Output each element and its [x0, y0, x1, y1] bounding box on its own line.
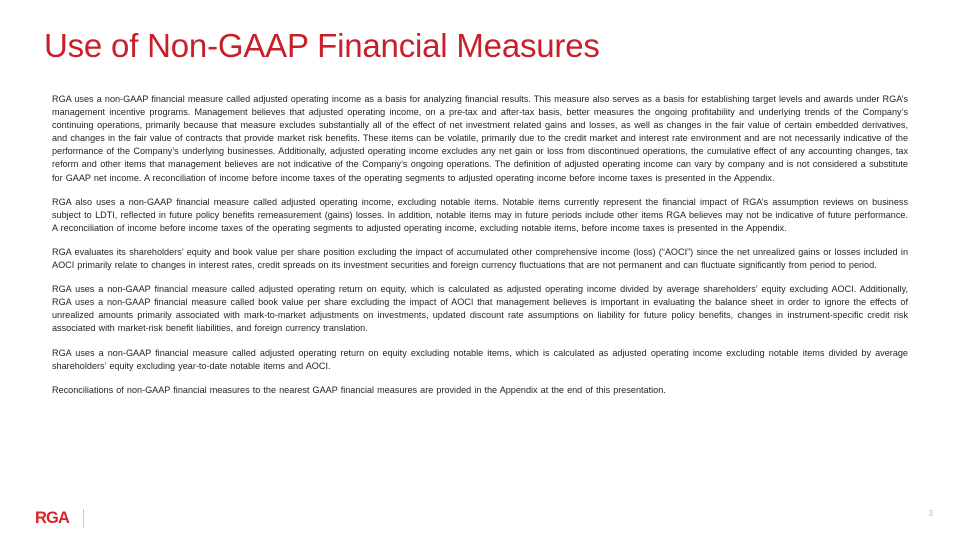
rga-logo: [35, 508, 84, 528]
page-number: 3: [928, 509, 933, 518]
page-title: Use of Non-GAAP Financial Measures: [44, 27, 600, 64]
paragraph-5: RGA uses a non-GAAP financial measure called adjusted operating return on equity excluding notable items, which is calculated as adjusted operating income excluding notable items divided by average shareholders’ equity excluding year-to-date notable items and AOCI.: [52, 347, 908, 371]
footer-divider: [83, 509, 84, 528]
paragraph-1: RGA uses a non-GAAP financial measure called adjusted operating income as a basis for analyzing financial results. This measure also serves as a basis for establishing target levels and awards under RGA’s management incentive programs. Management believes that adjusted operating income, on a pre-tax and after-tax basis, better measures the ongoing profitability and underlying trends of the Company’s continuing operations, primarily because that measure excludes substantially all of the effect of net investment related gains and losses, as well as changes in the fair value of certain embedded derivatives, and changes in the fair value of contracts that provide market risk benefits. These items can be volatile, primarily due to the credit market and interest rate environment and are not necessarily indicative of the performance of the Company’s underlying businesses. Additionally, adjusted operating income excludes any net gain or loss from discontinued operations, the cumulative effect of any accounting changes, tax reform and other items that management believes are not indicative of the Company’s ongoing operations. The definition of adjusted operating income can vary by company and is not considered a substitute for GAAP net income. A reconciliation of income before income taxes of the operating segments to adjusted operating income before income taxes is presented in the Appendix.: [52, 94, 908, 183]
slide-body: [52, 93, 908, 397]
paragraph-4: RGA uses a non-GAAP financial measure called adjusted operating return on equity, which is calculated as adjusted operating income divided by average shareholders’ equity excluding AOCI. Additionally, RGA uses a non-GAAP financial measure called book value per share excluding the impact of AOCI that management believes is important in evaluating the balance sheet in order to ignore the effects of unrealized amounts primarily associated with mark-to-market adjustments on investments, updated discount rate assumptions on liability for future policy benefits, changes in instrument-specific credit risk associated with market-risk benefit liabilities, and foreign currency translation.: [52, 284, 908, 334]
paragraph-6: Reconciliations of non-GAAP financial measures to the nearest GAAP financial measures are provided in the Appendix at the end of this presentation.: [52, 384, 666, 395]
rga-logo-text: RGA: [35, 509, 69, 527]
slide-footer: [0, 496, 960, 540]
paragraph-2: RGA also uses a non-GAAP financial measure called adjusted operating income, excluding notable items. Notable items currently represent the financial impact of RGA’s assumption reviews on business subject to LDTI, reflected in future policy benefits remeasurement (gains) losses. In addition, notable items may in future periods include other items RGA believes may not be indicative of future performance. A reconciliation of income before income taxes of the operating segments to adjusted operating income, excluding notable items, before income taxes is presented in the Appendix.: [52, 196, 908, 233]
paragraph-3: RGA evaluates its shareholders’ equity and book value per share position excluding the impact of accumulated other comprehensive income (loss) (“AOCI”) since the net unrealized gains or losses included in AOCI primarily relate to changes in interest rates, credit spreads on its investment securities and foreign currency fluctuations that are not permanent and can fluctuate significantly from period to period.: [52, 246, 908, 271]
